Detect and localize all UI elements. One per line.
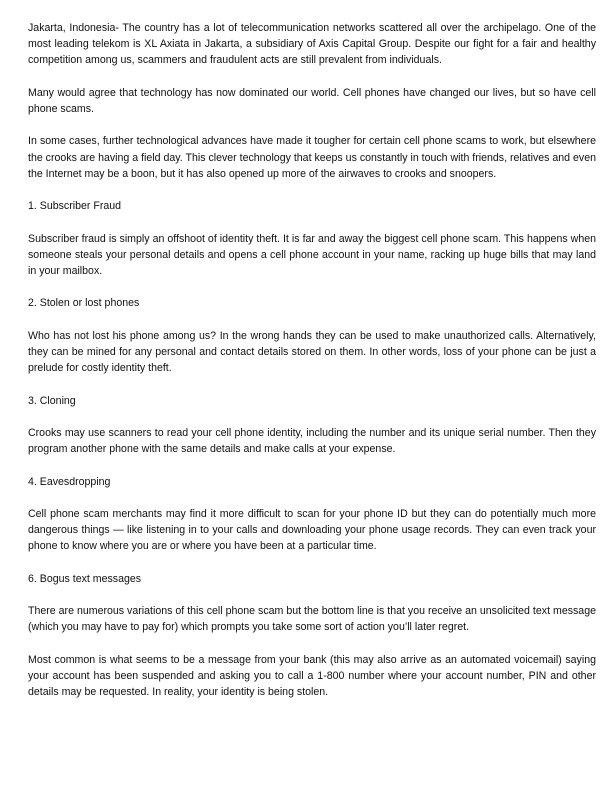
- bogus-text-paragraph: There are numerous variations of this cell phone scam but the bottom line is that you receive an unsolicited text message (which you may have to pay for) which prompts you take some sort of action you’ll later regret.: [28, 605, 596, 634]
- stolen-phones-paragraph: Who has not lost his phone among us? In the wrong hands they can be used to make unauthorized calls. Alternatively, they can be mined for any personal and contact details stored on them. In other words, loss of your phone can be just a prelude for costly identity theft.: [28, 329, 596, 375]
- bank-message-paragraph: Most common is what seems to be a message from your bank (this may also arrive as an automated voicemail) saying your account has been suspended and asking you to call a 1-800 number where your account number, PIN and other details may be requested. In reality, your identity is being stolen.: [28, 653, 596, 699]
- section-heading-stolen-phones: 2. Stolen or lost phones: [28, 297, 140, 310]
- subscriber-fraud-paragraph: Subscriber fraud is simply an offshoot of identity theft. It is far and away the biggest cell phone scam. This happens when someone steals your personal details and opens a cell phone account in your name, racking up huge bills that may land in your mailbox.: [28, 232, 596, 277]
- technology-paragraph: Many would agree that technology has now dominated our world. Cell phones have changed our lives, but so have cell phone scams.: [28, 86, 596, 115]
- section-heading-eavesdropping: 4. Eavesdropping: [28, 475, 111, 488]
- intro-paragraph: Jakarta, Indonesia- The country has a lot of telecommunication networks scattered all over the archipelago. One of the most leading telekom is XL Axiata in Jakarta, a subsidiary of Axis Capital Group. Despite our fight for a fair and healthy competition among us, scammers and fraudulent acts are still prevalent from individuals.: [28, 22, 596, 67]
- eavesdropping-paragraph: Cell phone scam merchants may find it more difficult to scan for your phone ID but they can do potentially much more dangerous things — like listening in to your calls and downloading your phone usage records. They can even track your phone to know where you are or where you have been at a particular time.: [28, 507, 596, 553]
- advances-paragraph: In some cases, further technological advances have made it tougher for certain cell phone scams to work, but elsewhere the crooks are having a field day. This clever technology that keeps us constantly in touch with friends, relatives and even the Internet may be a boon, but it has also opened up more of the airwaves to crooks and snoopers.: [28, 135, 596, 180]
- section-heading-subscriber-fraud: 1. Subscriber Fraud: [28, 200, 122, 213]
- section-heading-bogus-text: 6. Bogus text messages: [28, 572, 142, 585]
- document-page: [28, 20, 596, 717]
- section-heading-cloning: 3. Cloning: [28, 394, 76, 407]
- cloning-paragraph: Crooks may use scanners to read your cell phone identity, including the number and its unique serial number. Then they program another phone with the same details and make calls at your expense.: [28, 426, 596, 456]
